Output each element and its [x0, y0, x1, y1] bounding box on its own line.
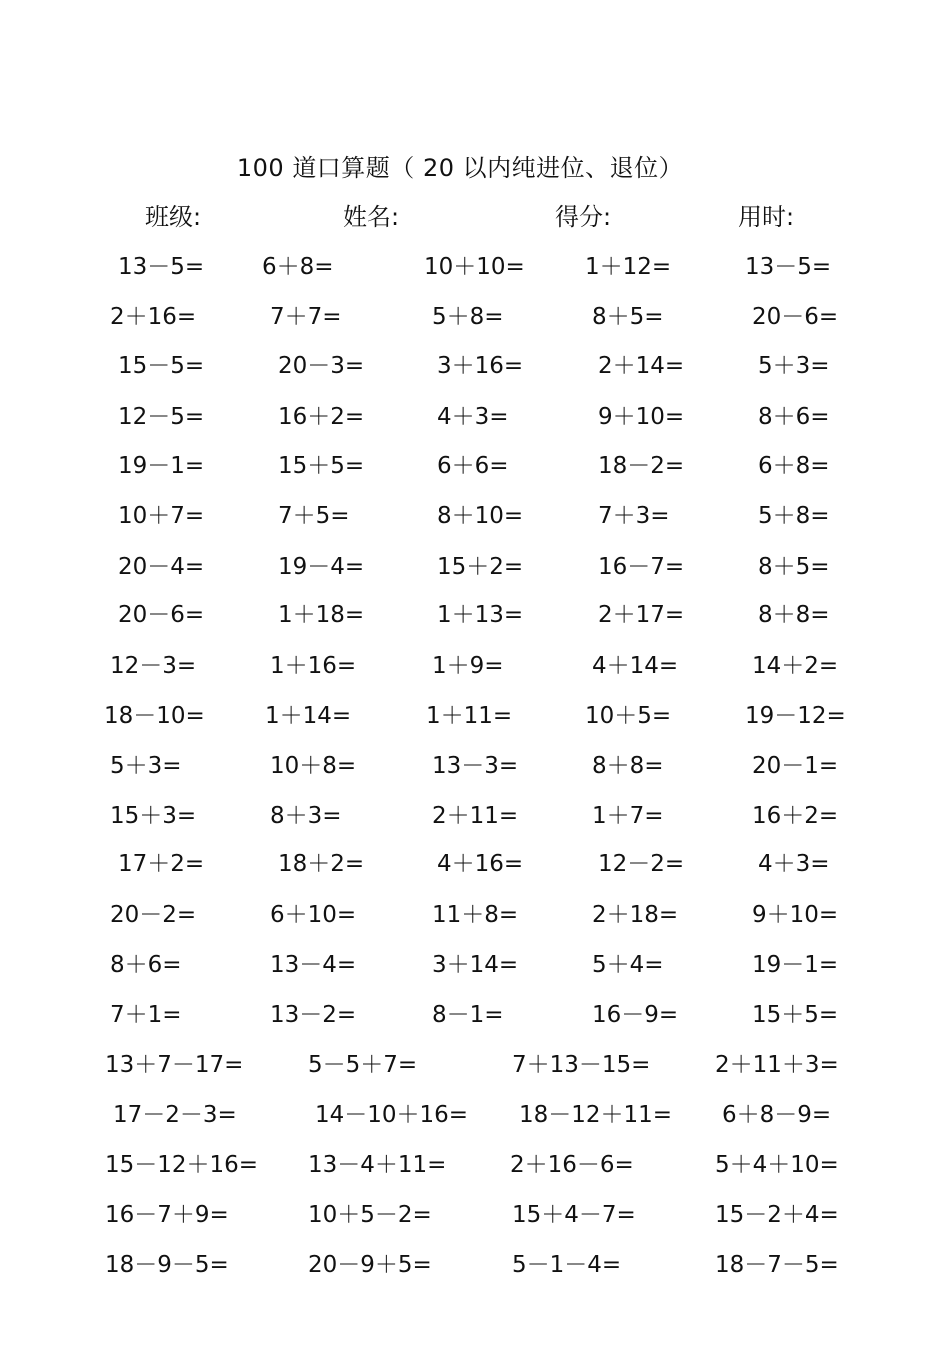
problem-item: 1＋12= — [585, 254, 672, 280]
problem-item: 7＋3= — [598, 503, 670, 529]
problem-item: 2＋11= — [432, 803, 519, 829]
problem-item: 16－7＋9= — [105, 1202, 229, 1228]
problem-item: 8＋8= — [758, 602, 830, 628]
problem-item: 17＋2= — [118, 851, 205, 877]
problem-item: 10＋8= — [270, 753, 357, 779]
time-label: 用时: — [738, 203, 795, 231]
problem-item: 3＋14= — [432, 952, 519, 978]
problem-item: 7＋5= — [278, 503, 350, 529]
problem-item: 1＋18= — [278, 602, 365, 628]
problem-item: 18－2= — [598, 453, 685, 479]
problem-item: 1＋9= — [432, 653, 504, 679]
problem-item: 2＋16= — [110, 304, 197, 330]
problem-item: 7＋13－15= — [512, 1052, 651, 1078]
problem-item: 18－10= — [104, 703, 205, 729]
problem-item: 16－9= — [592, 1002, 679, 1028]
problem-item: 8＋6= — [758, 404, 830, 430]
problem-item: 12－2= — [598, 851, 685, 877]
problem-item: 14＋2= — [752, 653, 839, 679]
problem-item: 13－4= — [270, 952, 357, 978]
problem-item: 2＋14= — [598, 353, 685, 379]
problem-item: 5＋3= — [110, 753, 182, 779]
problem-item: 4＋3= — [758, 851, 830, 877]
problem-item: 15＋5= — [278, 453, 365, 479]
problem-item: 5＋4＋10= — [715, 1152, 839, 1178]
problem-item: 8＋3= — [270, 803, 342, 829]
problem-item: 5－5＋7= — [308, 1052, 418, 1078]
worksheet-title: 100 道口算题（ 20 以内纯进位、退位） — [236, 154, 684, 182]
problem-item: 5＋8= — [758, 503, 830, 529]
problem-item: 16－7= — [598, 554, 685, 580]
problem-item: 20－4= — [118, 554, 205, 580]
problem-item: 14－10＋16= — [315, 1102, 469, 1128]
problem-item: 9＋10= — [752, 902, 839, 928]
problem-item: 16＋2= — [752, 803, 839, 829]
problem-item: 10＋5－2= — [308, 1202, 432, 1228]
problem-item: 20－1= — [752, 753, 839, 779]
problem-item: 20－3= — [278, 353, 365, 379]
problem-item: 19－1= — [118, 453, 205, 479]
problem-item: 13－2= — [270, 1002, 357, 1028]
problem-item: 20－6= — [752, 304, 839, 330]
problem-item: 10＋10= — [424, 254, 525, 280]
problem-item: 4＋14= — [592, 653, 679, 679]
problem-item: 1＋13= — [437, 602, 524, 628]
problem-item: 3＋16= — [437, 353, 524, 379]
class-label: 班级: — [145, 203, 202, 231]
problem-item: 6＋10= — [270, 902, 357, 928]
problem-item: 15＋2= — [437, 554, 524, 580]
problem-item: 10＋5= — [585, 703, 672, 729]
problem-item: 19－12= — [745, 703, 846, 729]
problem-item: 10＋7= — [118, 503, 205, 529]
problem-item: 20－6= — [118, 602, 205, 628]
problem-item: 5－1－4= — [512, 1252, 622, 1278]
problem-item: 6＋8= — [262, 254, 334, 280]
problem-item: 8＋5= — [592, 304, 664, 330]
problem-item: 8＋5= — [758, 554, 830, 580]
problem-item: 13－3= — [432, 753, 519, 779]
problem-item: 20－2= — [110, 902, 197, 928]
problem-item: 1＋7= — [592, 803, 664, 829]
problem-item: 4＋3= — [437, 404, 509, 430]
problem-item: 4＋16= — [437, 851, 524, 877]
problem-item: 9＋10= — [598, 404, 685, 430]
problem-item: 11＋8= — [432, 902, 519, 928]
problem-item: 12－3= — [110, 653, 197, 679]
score-label: 得分: — [555, 203, 612, 231]
problem-item: 17－2－3= — [113, 1102, 237, 1128]
problem-item: 5＋4= — [592, 952, 664, 978]
problem-item: 13－5= — [118, 254, 205, 280]
problem-item: 6＋8= — [758, 453, 830, 479]
problem-item: 1＋16= — [270, 653, 357, 679]
problem-item: 15－5= — [118, 353, 205, 379]
problem-item: 7＋7= — [270, 304, 342, 330]
problem-item: 15＋5= — [752, 1002, 839, 1028]
problem-item: 5＋3= — [758, 353, 830, 379]
problem-item: 13－4＋11= — [308, 1152, 447, 1178]
problem-item: 20－9＋5= — [308, 1252, 432, 1278]
problem-item: 12－5= — [118, 404, 205, 430]
problem-item: 19－4= — [278, 554, 365, 580]
problem-item: 15＋3= — [110, 803, 197, 829]
problem-item: 1＋11= — [426, 703, 513, 729]
problem-item: 16＋2= — [278, 404, 365, 430]
problem-item: 8＋10= — [437, 503, 524, 529]
problem-item: 15＋4－7= — [512, 1202, 636, 1228]
problem-item: 19－1= — [752, 952, 839, 978]
problem-item: 18－9－5= — [105, 1252, 229, 1278]
problem-item: 1＋14= — [265, 703, 352, 729]
problem-item: 13＋7－17= — [105, 1052, 244, 1078]
problem-item: 18－7－5= — [715, 1252, 839, 1278]
problem-item: 8－1= — [432, 1002, 504, 1028]
problem-item: 2＋11＋3= — [715, 1052, 839, 1078]
problem-item: 8＋8= — [592, 753, 664, 779]
problem-item: 2＋17= — [598, 602, 685, 628]
problem-item: 2＋16－6= — [510, 1152, 634, 1178]
problem-item: 6＋6= — [437, 453, 509, 479]
name-label: 姓名: — [343, 203, 400, 231]
problem-item: 6＋8－9= — [722, 1102, 832, 1128]
problem-item: 8＋6= — [110, 952, 182, 978]
problem-item: 7＋1= — [110, 1002, 182, 1028]
problem-item: 18＋2= — [278, 851, 365, 877]
problem-item: 2＋18= — [592, 902, 679, 928]
problem-item: 15－12＋16= — [105, 1152, 259, 1178]
problem-item: 18－12＋11= — [519, 1102, 673, 1128]
problem-item: 15－2＋4= — [715, 1202, 839, 1228]
problem-item: 13－5= — [745, 254, 832, 280]
problem-item: 5＋8= — [432, 304, 504, 330]
